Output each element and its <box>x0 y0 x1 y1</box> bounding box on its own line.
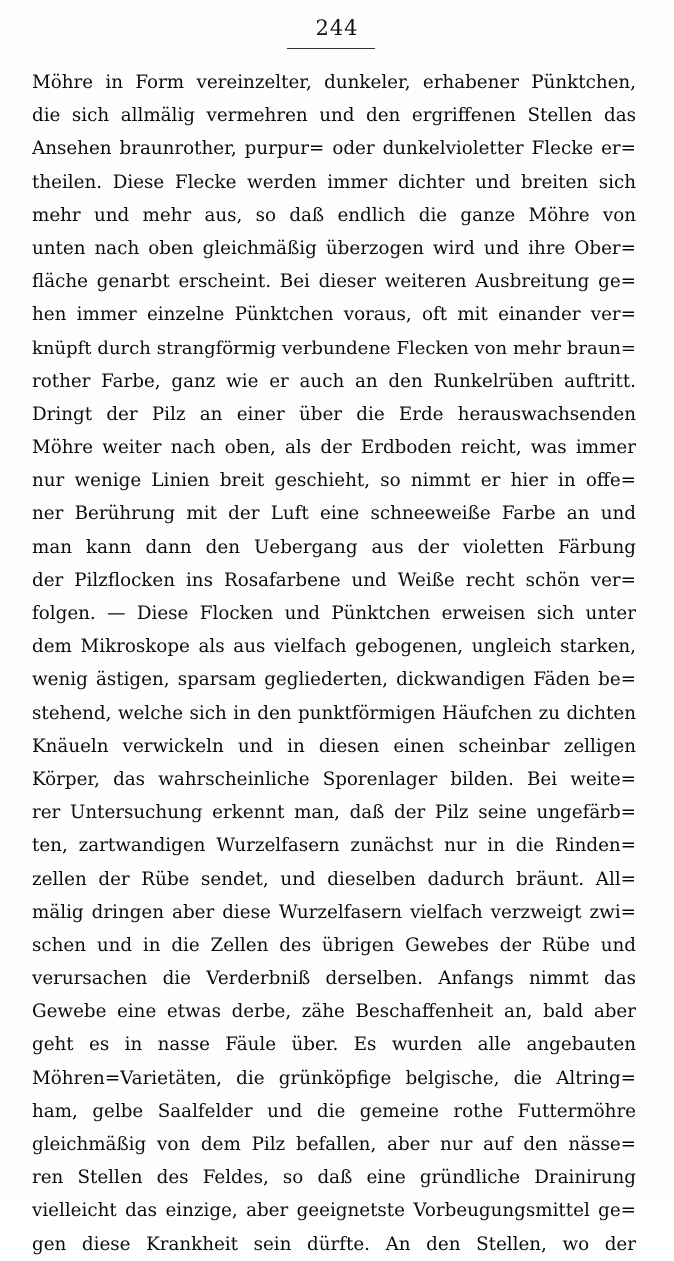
text-line: knüpft durch strangförmig verbundene Flecken von mehr braun= <box>32 337 636 359</box>
text-line: ten, zartwandigen Wurzelfasern zunächst nur in die Rinden= <box>32 835 636 857</box>
text-line: Möhren=Varietäten, die grünköpfige belgische, die Altring= <box>32 1067 636 1089</box>
text-line: rer Untersuchung erkennt man, daß der Pilz seine ungefärb= <box>32 802 636 824</box>
text-line: Knäueln verwickeln und in diesen einen scheinbar zelligen <box>32 735 636 757</box>
text-line: Gewebe eine etwas derbe, zähe Beschaffenheit an, bald aber <box>32 1001 636 1023</box>
text-line: theilen. Diese Flecke werden immer dichter und breiten sich <box>32 171 636 193</box>
text-line: ham, gelbe Saalfelder und die gemeine rothe Futtermöhre <box>32 1100 636 1122</box>
text-line: wenig ästigen, sparsam gegliederten, dickwandigen Fäden be= <box>32 669 636 691</box>
text-line: Dringt der Pilz an einer über die Erde herauswachsenden <box>32 403 636 425</box>
body-text <box>32 66 636 1261</box>
text-line: unten nach oben gleichmäßig überzogen wird und ihre Ober= <box>32 237 636 259</box>
text-line: der Pilzflocken ins Rosafarbene und Weiße recht schön ver= <box>32 569 636 591</box>
text-line: Möhre weiter nach oben, als der Erdboden reicht, was immer <box>32 437 636 459</box>
page-number: 244 <box>315 16 359 40</box>
text-line: mehr und mehr aus, so daß endlich die ganze Möhre von <box>32 204 636 226</box>
text-line: fläche genarbt erscheint. Bei dieser weiteren Ausbreitung ge= <box>32 271 636 293</box>
text-line: gleichmäßig von dem Pilz befallen, aber nur auf den nässe= <box>32 1134 636 1155</box>
text-line: Ansehen braunrother, purpur= oder dunkelvioletter Flecke er= <box>32 138 636 160</box>
text-line: vielleicht das einzige, aber geeignetste Vorbeugungsmittel ge= <box>32 1200 636 1222</box>
text-line: verursachen die Verderbniß derselben. Anfangs nimmt das <box>32 968 636 990</box>
text-line: zellen der Rübe sendet, und dieselben dadurch bräunt. All= <box>32 868 636 890</box>
text-line: ren Stellen des Feldes, so daß eine gründliche Drainirung <box>32 1167 636 1189</box>
text-line: rother Farbe, ganz wie er auch an den Runkelrüben auftritt. <box>32 370 636 392</box>
text-line: folgen. — Diese Flocken und Pünktchen erweisen sich unter <box>32 603 636 624</box>
header-rule <box>287 48 375 49</box>
text-line: man kann dann den Uebergang aus der violetten Färbung <box>32 536 636 558</box>
text-line: Körper, das wahrscheinliche Sporenlager bilden. Bei weite= <box>32 768 636 790</box>
text-line: Möhre in Form vereinzelter, dunkeler, erhabener Pünktchen, <box>32 72 636 93</box>
text-line: geht es in nasse Fäule über. Es wurden alle angebauten <box>32 1034 636 1056</box>
text-line: stehend, welche sich in den punktförmigen Häufchen zu dichten <box>32 702 636 724</box>
text-line: dem Mikroskope als aus vielfach gebogenen, ungleich starken, <box>32 636 636 658</box>
text-line: die sich allmälig vermehren und den ergriffenen Stellen das <box>32 105 636 127</box>
text-line: hen immer einzelne Pünktchen voraus, oft mit einander ver= <box>32 304 636 326</box>
text-line: ner Berührung mit der Luft eine schneeweiße Farbe an und <box>32 503 636 525</box>
text-line: nur wenige Linien breit geschieht, so nimmt er hier in offe= <box>32 470 636 492</box>
text-line: gen diese Krankheit sein dürfte. An den Stellen, wo der <box>32 1233 636 1255</box>
text-line: schen und in die Zellen des übrigen Gewebes der Rübe und <box>32 934 636 956</box>
text-line: mälig dringen aber diese Wurzelfasern vielfach verzweigt zwi= <box>32 901 636 923</box>
